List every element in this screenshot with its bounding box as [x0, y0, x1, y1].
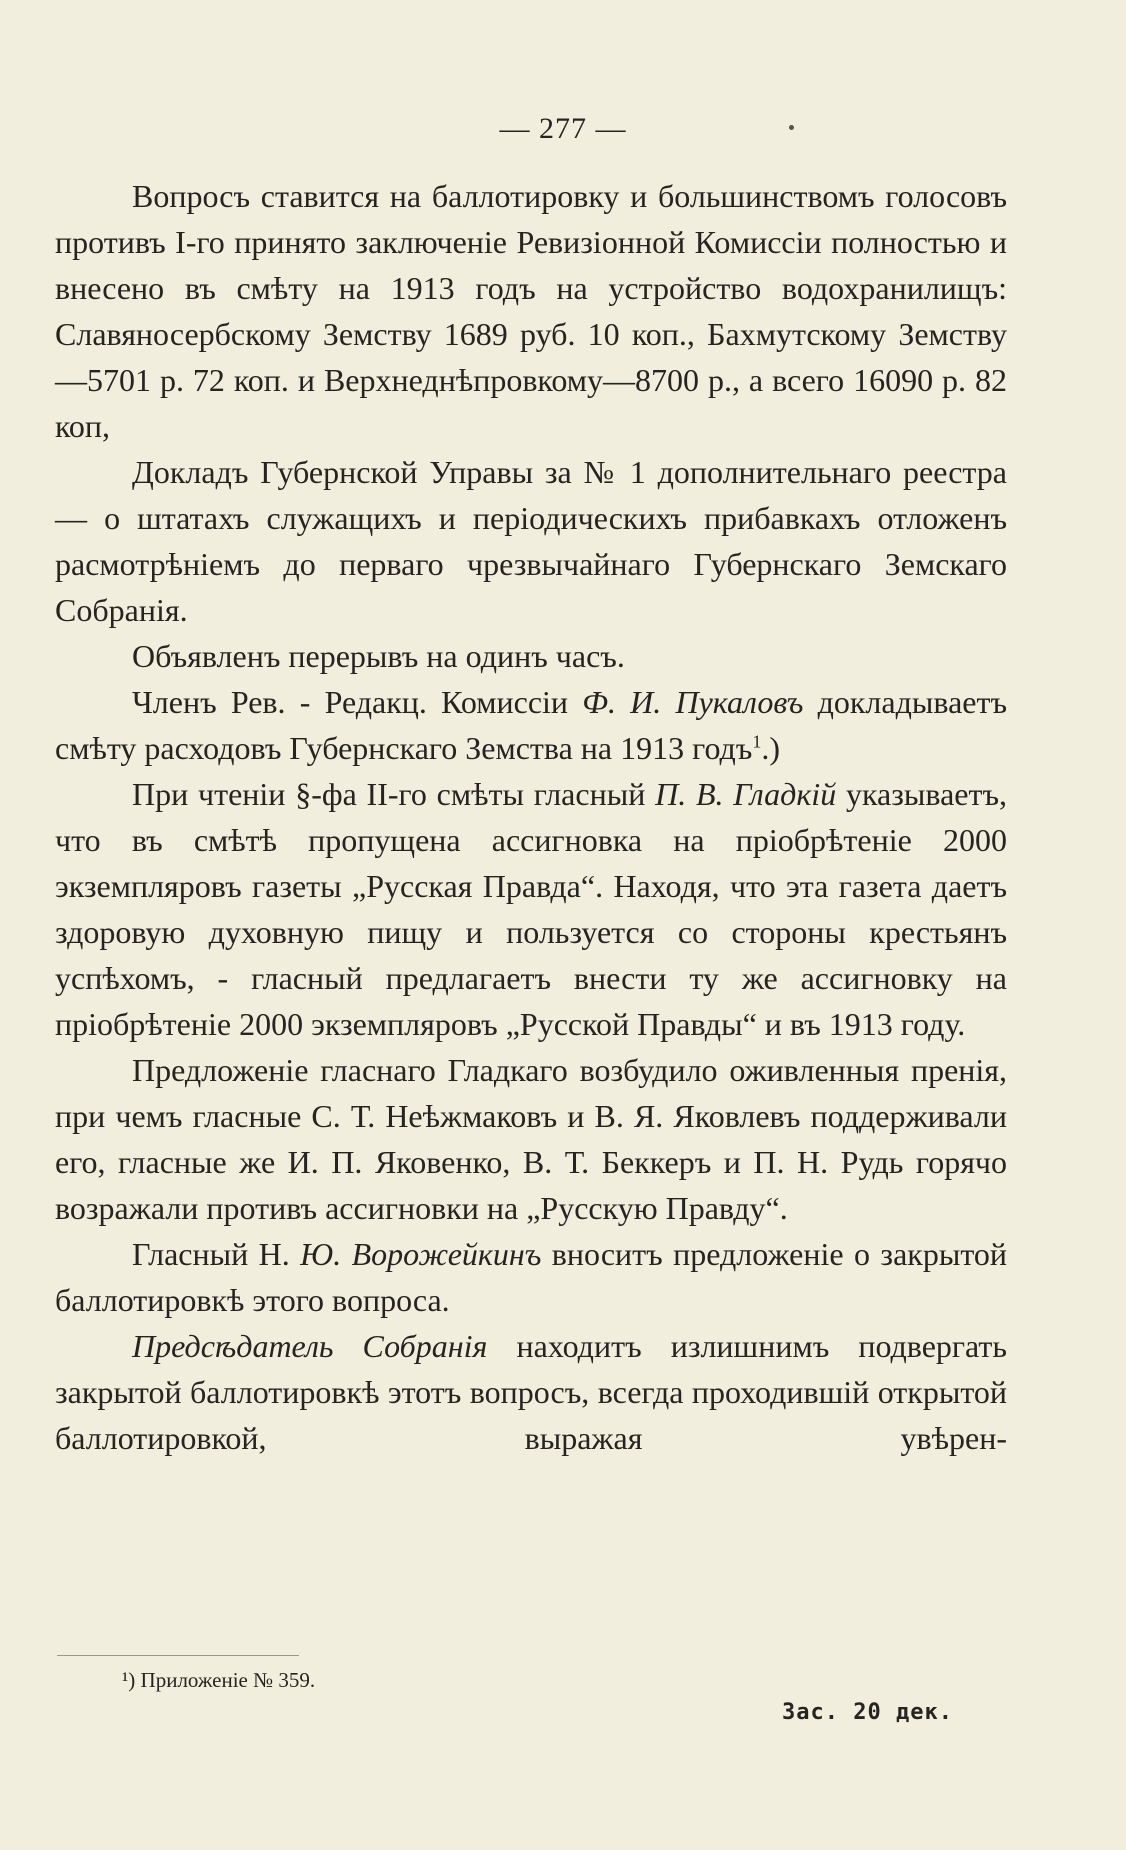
paragraph: [55, 679, 1007, 771]
italic-name: Ф. И. Пукаловъ: [582, 684, 804, 720]
body-text: [55, 173, 1007, 1461]
paragraph: [55, 1047, 1007, 1231]
text-run: .): [761, 730, 780, 766]
text-run: докладываетъ смѣту расходовъ Губернскаго Земства на 1913 годъ: [55, 684, 1008, 766]
text-run: Членъ Рев. - Редакц. Комиссіи: [132, 684, 583, 720]
page-number: — 277 —: [499, 112, 627, 145]
text-run: Предложеніе гласнаго Гладкаго возбудило оживленныя пренія, при чемъ гласные С. Т. Неѣжмаковъ и В. Я. Яковлевъ поддерживали его, гласные же И. П. Яковенко, В. Т. Беккеръ и П. Н. Рудь горячо возражали противъ ассигновки на „Русскую Правду“.: [55, 1052, 1007, 1226]
print-speck: [789, 125, 794, 130]
paragraph: [55, 173, 1007, 449]
footnote-reference: 1: [752, 731, 762, 752]
italic-name: П. В. Гладкій: [655, 776, 837, 812]
text-run: вноситъ предложеніе о закрытой баллотировкѣ этого вопроса.: [55, 1236, 1007, 1318]
text-run: Гласный Н.: [132, 1236, 301, 1272]
footnote: ¹) Приложеніе № 359.: [122, 1668, 316, 1692]
text-run: Объявленъ перерывъ на одинъ часъ.: [132, 638, 625, 674]
footnote-divider: [57, 1655, 299, 1656]
italic-name: Предсѣдатель Собранія: [132, 1328, 488, 1364]
printer-signature-mark: Зас. 20 дек.: [782, 1700, 953, 1725]
paragraph: [55, 1323, 1007, 1461]
paragraph: [55, 633, 1007, 679]
paragraph: [55, 1231, 1007, 1323]
text-run: При чтеніи §-фа II-го смѣты гласный: [132, 776, 656, 812]
paragraph: [55, 449, 1007, 633]
text-run: находитъ излишнимъ подвергать закрытой баллотировкѣ этотъ вопросъ, всегда проходившій открытой баллотировкой, выражая увѣрен-: [55, 1328, 1008, 1456]
text-run: Вопросъ ставится на баллотировку и большинствомъ голосовъ противъ I-го принято заключеніе Ревизіонной Комиссіи полностью и внесено въ смѣту на 1913 годъ на устройство водохранилищъ: Славяносербскому Земству 1689 руб. 10 коп., Бахмутскому Земству—5701 р. 72 коп. и Верхнеднѣпровкому—8700 р., а всего 16090 р. 82 коп,: [55, 178, 1007, 444]
paragraph: [55, 771, 1007, 1047]
text-run: указываетъ, что въ смѣтѣ пропущена ассигновка на пріобрѣтеніе 2000 экземпляровъ газеты „Русская Правда“. Находя, что эта газета даетъ здоровую духовную пищу и пользуется со стороны крестьянъ успѣхомъ, - гласный предлагаетъ внести ту же ассигновку на пріобрѣтеніе 2000 экземпляровъ „Русской Правды“ и въ 1913 году.: [55, 776, 1008, 1042]
text-run: Докладъ Губернской Управы за № 1 дополнительнаго реестра — о штатахъ служащихъ и періодическихъ прибавкахъ отложенъ расмотрѣніемъ до перваго чрезвычайнаго Губернскаго Земскаго Собранія.: [55, 454, 1007, 628]
italic-name: Ю. Ворожейкинъ: [300, 1236, 542, 1272]
